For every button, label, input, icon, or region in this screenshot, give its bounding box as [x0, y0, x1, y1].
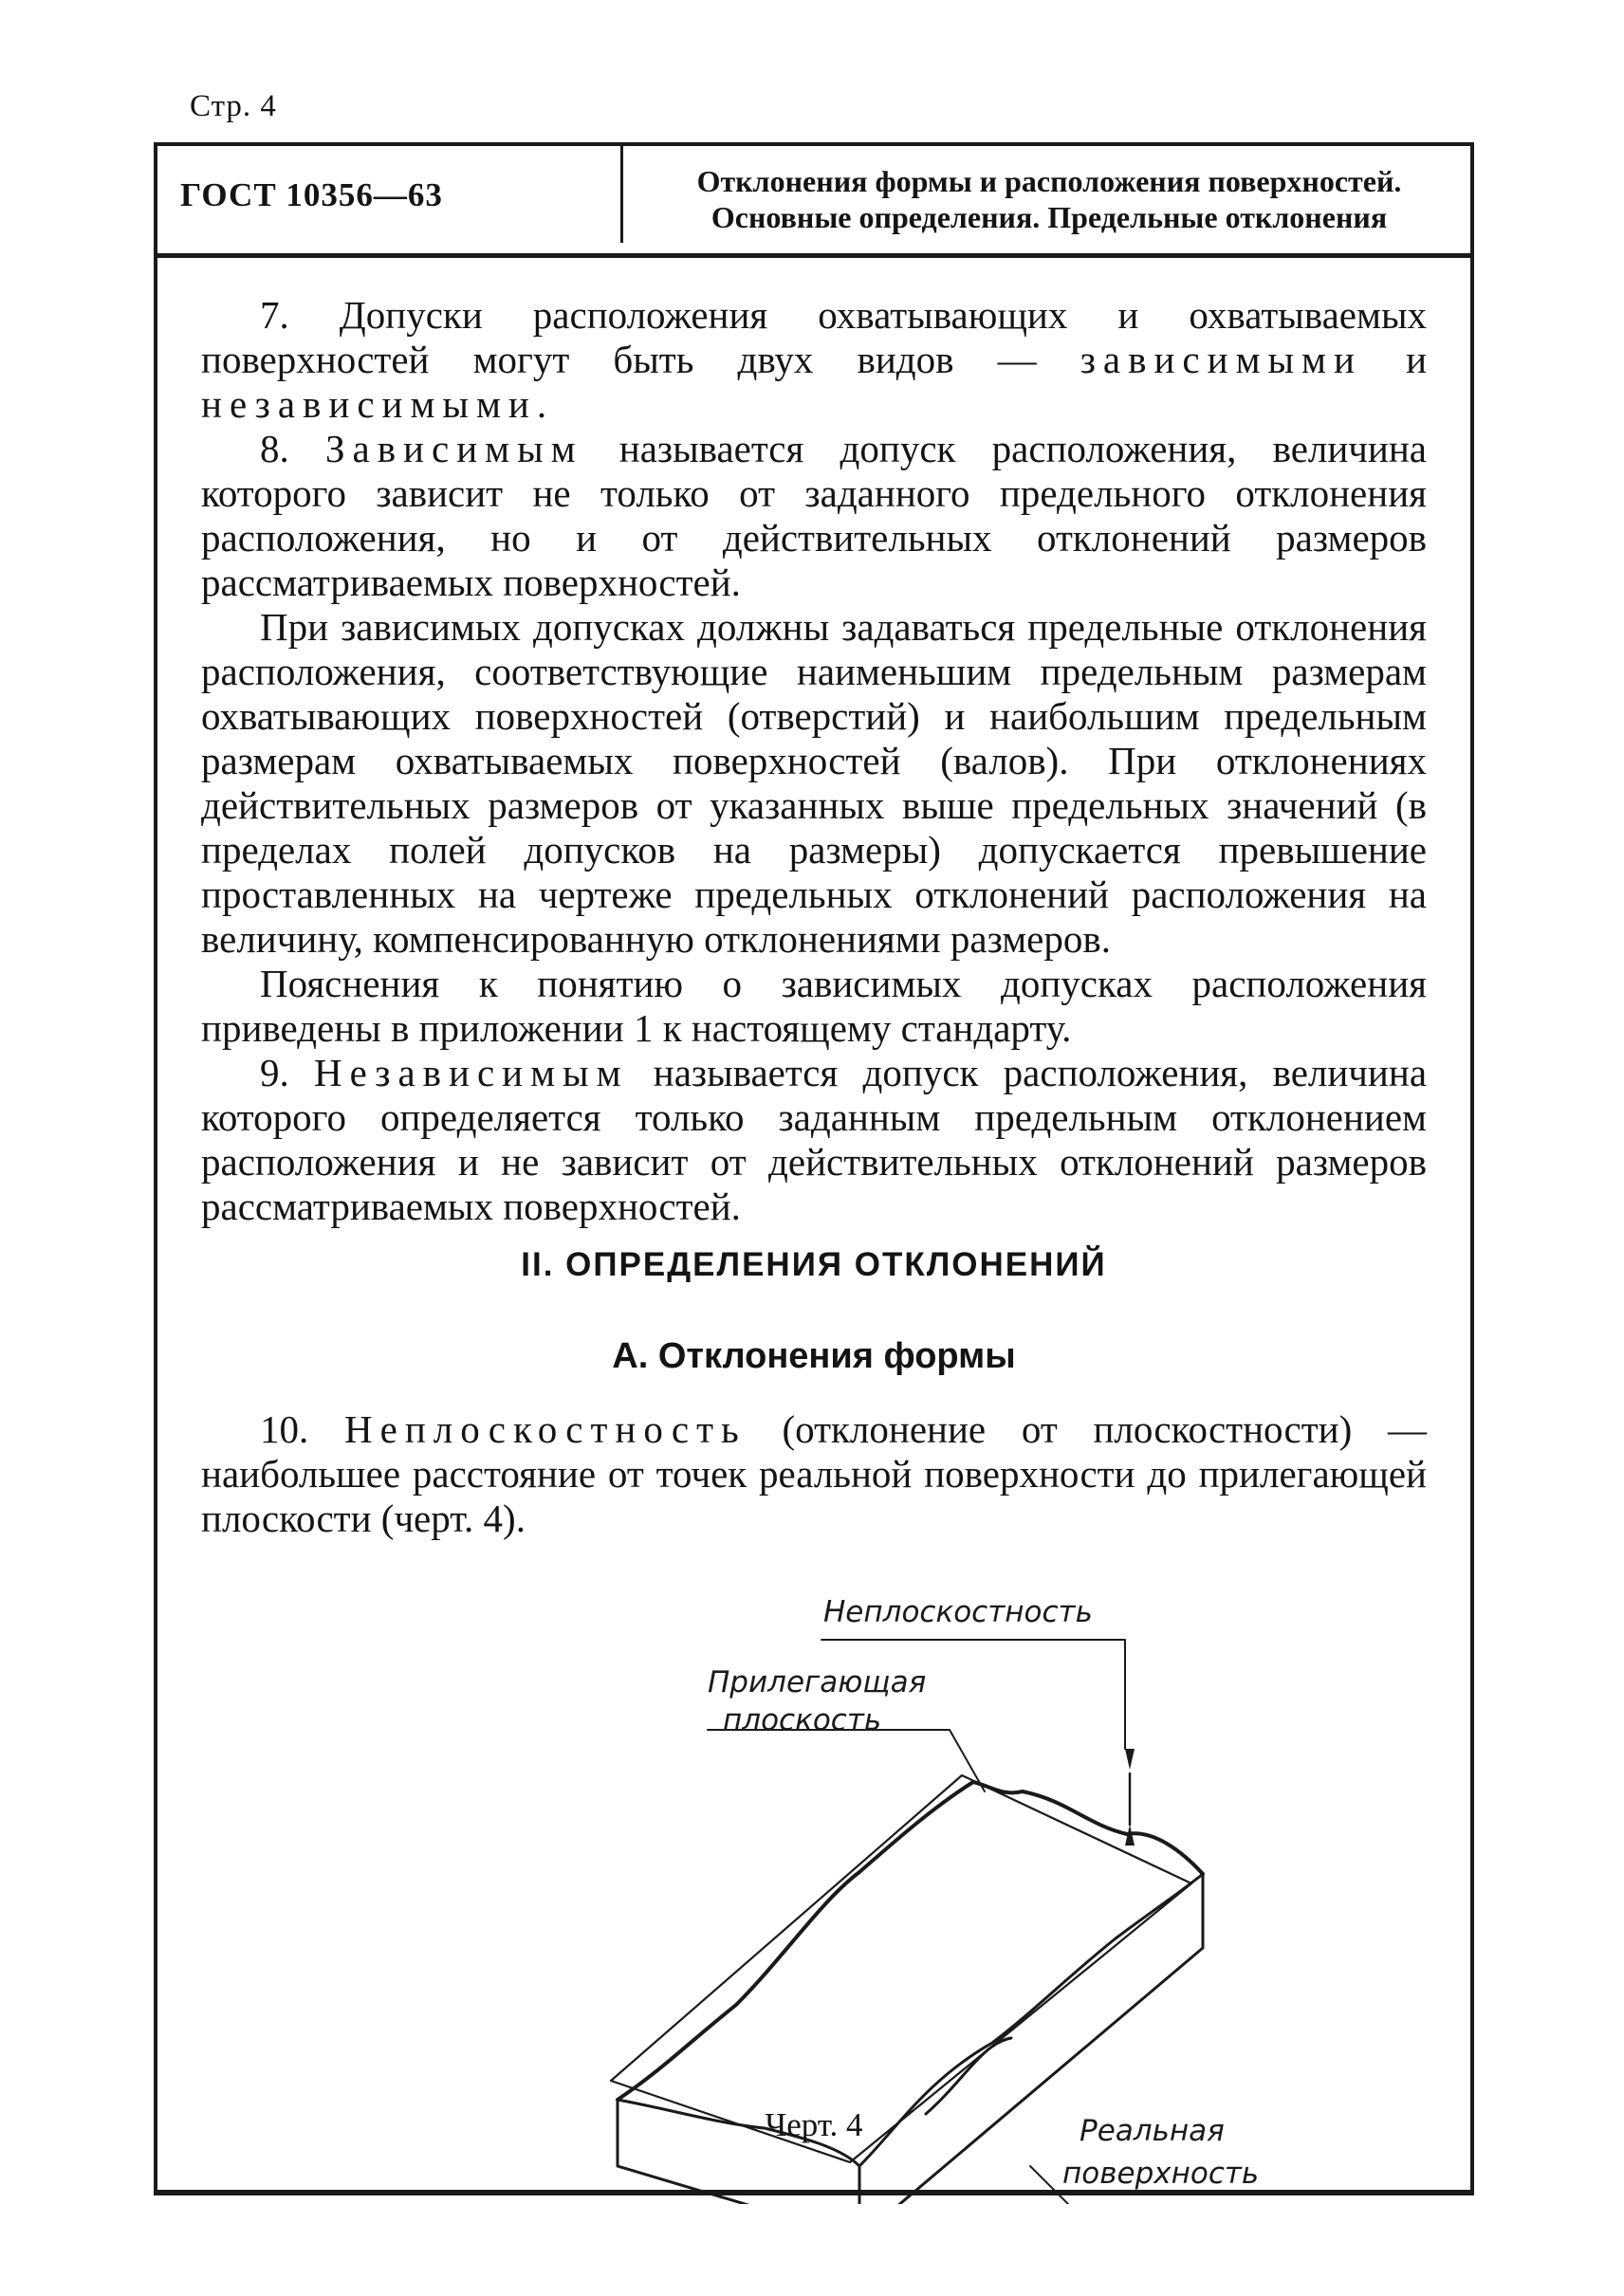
nonflatness-arrow-top	[1125, 1749, 1135, 1770]
standard-header	[157, 146, 1470, 258]
label-adjacent-plane-1: Прилегающая	[708, 1665, 927, 1699]
paragraph-10	[201, 1407, 1427, 1541]
p9-term: Независимым	[313, 1051, 629, 1094]
p8-term: Зависимым	[324, 427, 583, 470]
paragraph-9	[201, 1051, 1427, 1229]
paragraph-8b: При зависимых допусках должны задаваться предельные отклонения расположения, соответствующие наименьшим предельным размерам охватывающих поверхностей (отверстий) и наибольшим предельным размерам охватываемых поверхностей (валов). При отклонениях действительных размеров от указанных выше предельных значений (в пределах полей допусков на размеры) допускается превышение проставленных на чертеже предельных отклонений расположения на величину, компенсированную отклонениями размеров.	[201, 605, 1427, 961]
page-frame	[154, 142, 1474, 2195]
block-back-wave	[926, 2038, 1011, 2114]
paragraph-7	[201, 293, 1427, 427]
p8-text: называется допуск расположения, величина которого зависит не только от заданного предельного отклонения расположения, но и от действительных отклонений размеров рассматриваемых поверхностей.	[201, 427, 1427, 604]
standard-title-line-2: Основные определения. Предельные отклонения	[710, 200, 1388, 234]
p9-number: 9.	[260, 1051, 289, 1094]
leader-adjacent	[708, 1730, 985, 1791]
p10-term: Неплоскостность	[344, 1407, 747, 1451]
p7-and: и	[1406, 338, 1428, 381]
standard-title	[632, 163, 1467, 235]
paragraph-8c: Пояснения к понятию о зависимых допусках расположения приведены в приложении 1 к настоящему стандарту.	[201, 962, 1427, 1050]
p7-term-dependent: зависимыми	[1080, 338, 1362, 381]
header-divider	[620, 146, 623, 243]
p10-text: (отклонение от плоскостности) — наибольшее расстояние от точек реальной поверхности до прилегающей плоскости (черт. 4).	[201, 1407, 1428, 1540]
standard-title-line-1: Отклонения формы и расположения поверхностей.	[696, 164, 1402, 198]
label-real-surface-2: поверхность	[1062, 2157, 1260, 2191]
page-number: Стр. 4	[190, 89, 277, 123]
p9-text: называется допуск расположения, величина которого определяется только заданным предельным отклонением расположения и не зависит от действительных отклонений размеров рассматриваемых поверхностей.	[201, 1051, 1428, 1228]
standard-code: ГОСТ 10356—63	[180, 176, 443, 213]
p7-lead: 7. Допуски расположения охватывающих и охватываемых поверхностей могут быть двух видов —	[201, 293, 1427, 381]
p7-term-independent: независимыми.	[201, 382, 555, 426]
figure-caption: Черт. 4	[765, 2106, 863, 2143]
body-text	[201, 293, 1427, 1229]
section-title: II. ОПРЕДЕЛЕНИЯ ОТКЛОНЕНИЙ	[521, 1246, 1107, 1283]
adjacent-plane-outline	[611, 1775, 1191, 2162]
paragraph-8	[201, 427, 1427, 605]
block-right-face	[859, 1874, 1203, 2204]
label-adjacent-plane-2: плоскость	[723, 1703, 882, 1737]
label-real-surface-1: Реальная	[1080, 2114, 1225, 2148]
p8-number: 8.	[260, 427, 289, 470]
subsection-title: А. Отклонения формы	[612, 1336, 1016, 1376]
p10-number: 10.	[260, 1407, 309, 1451]
real-surface-top-edge	[618, 1782, 1203, 2100]
label-nonflatness: Неплоскостность	[823, 1595, 1093, 1629]
